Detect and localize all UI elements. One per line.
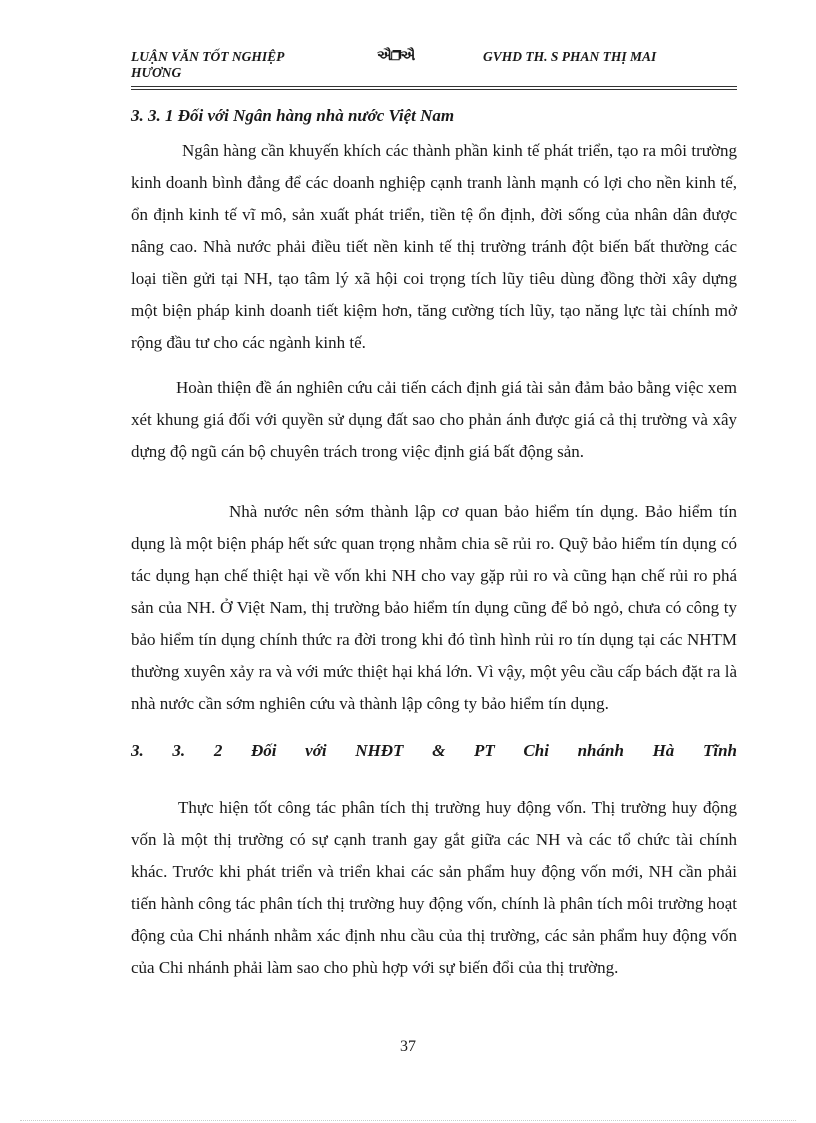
page-bottom-border xyxy=(20,1120,796,1121)
paragraph-state-bank-2: Hoàn thiện đề án nghiên cứu cải tiến cách định giá tài sản đảm bảo bằng việc xem xét khung giá đối với quyền sử dụng đất sao cho phản ánh được giá cả thị trường và xây dựng độ ngũ cán bộ chuyên trách trong việc định giá bất động sản. xyxy=(131,378,737,461)
header-advisor: GVHD TH. S PHAN THỊ MAI xyxy=(483,49,657,64)
header-thesis-title: LUẬN VĂN TỐT NGHIỆP HƯƠNG xyxy=(131,49,284,80)
header-rule-thick xyxy=(131,86,737,87)
paragraph-state-bank-3: Nhà nước nên sớm thành lập cơ quan bảo hiểm tín dụng. Bảo hiểm tín dụng là một biện pháp hết sức quan trọng nhằm chia sẽ rủi ro. Quỹ bảo hiểm tín dụng có tác dụng hạn chế thiệt hại về vốn khi NH cho vay gặp rủi ro và cũng hạn chế rủi ro phá sản của NH. Ở Việt Nam, thị trường bảo hiểm tín dụng cũng để bỏ ngỏ, chưa có công ty bảo hiểm tín dụng chính thức ra đời trong khi đó tình hình rủi ro tín dụng tại các NHTM thường xuyên xảy ra và với mức thiệt hại khá lớn. Vì vậy, một yêu cầu cấp bách đặt ra là nhà nước cần sớm nghiên cứu và thành lập công ty bảo hiểm tín dụng. xyxy=(131,502,737,713)
paragraph-branch-1: Thực hiện tốt công tác phân tích thị trường huy động vốn. Thị trường huy động vốn là một thị trường có sự cạnh tranh gay gắt giữa các NH và các tổ chức tài chính khác. Trước khi phát triển và triển khai các sản phẩm huy động vốn mới, NH cần phải tiến hành công tác phân tích thị trường huy động vốn, chính là phân tích môi trường hoạt động của Chi nhánh nhằm xác định nhu cầu của thị trường, các sản phẩm huy động vốn của Chi nhánh phải làm sao cho phù hợp với sự biến đổi của thị trường. xyxy=(131,798,737,977)
section-heading-3-3-2: 3. 3. 2 Đối với NHĐT & PT Chi nhánh Hà Tĩnh xyxy=(131,741,737,760)
section-heading-3-3-1: 3. 3. 1 Đối với Ngân hàng nhà nước Việt Nam xyxy=(131,106,455,125)
page-header xyxy=(131,47,737,85)
page-number: 37 xyxy=(400,1038,416,1055)
header-rule-thin xyxy=(131,89,737,90)
header-ornament-icon: ઐ❐ઐ xyxy=(377,49,415,64)
paragraph-state-bank-1: Ngân hàng cần khuyến khích các thành phần kinh tế phát triển, tạo ra môi trường kinh doanh bình đẳng để các doanh nghiệp cạnh tranh lành mạnh có lợi cho nền kinh tế, ổn định kinh tế vĩ mô, sản xuất phát triển, tiền tệ ổn định, đời sống của nhân dân được nâng cao. Nhà nước phải điều tiết nền kinh tế thị trường tránh đột biến bất thường các loại tiền gửi tại NH, tạo tâm lý xã hội coi trọng tích lũy tiêu dùng đồng thời xây dựng một biện pháp kinh doanh tiết kiệm hơn, tăng cường tích lũy, tạo năng lực tài chính mở rộng đầu tư cho các ngành kinh tế. xyxy=(131,141,737,352)
